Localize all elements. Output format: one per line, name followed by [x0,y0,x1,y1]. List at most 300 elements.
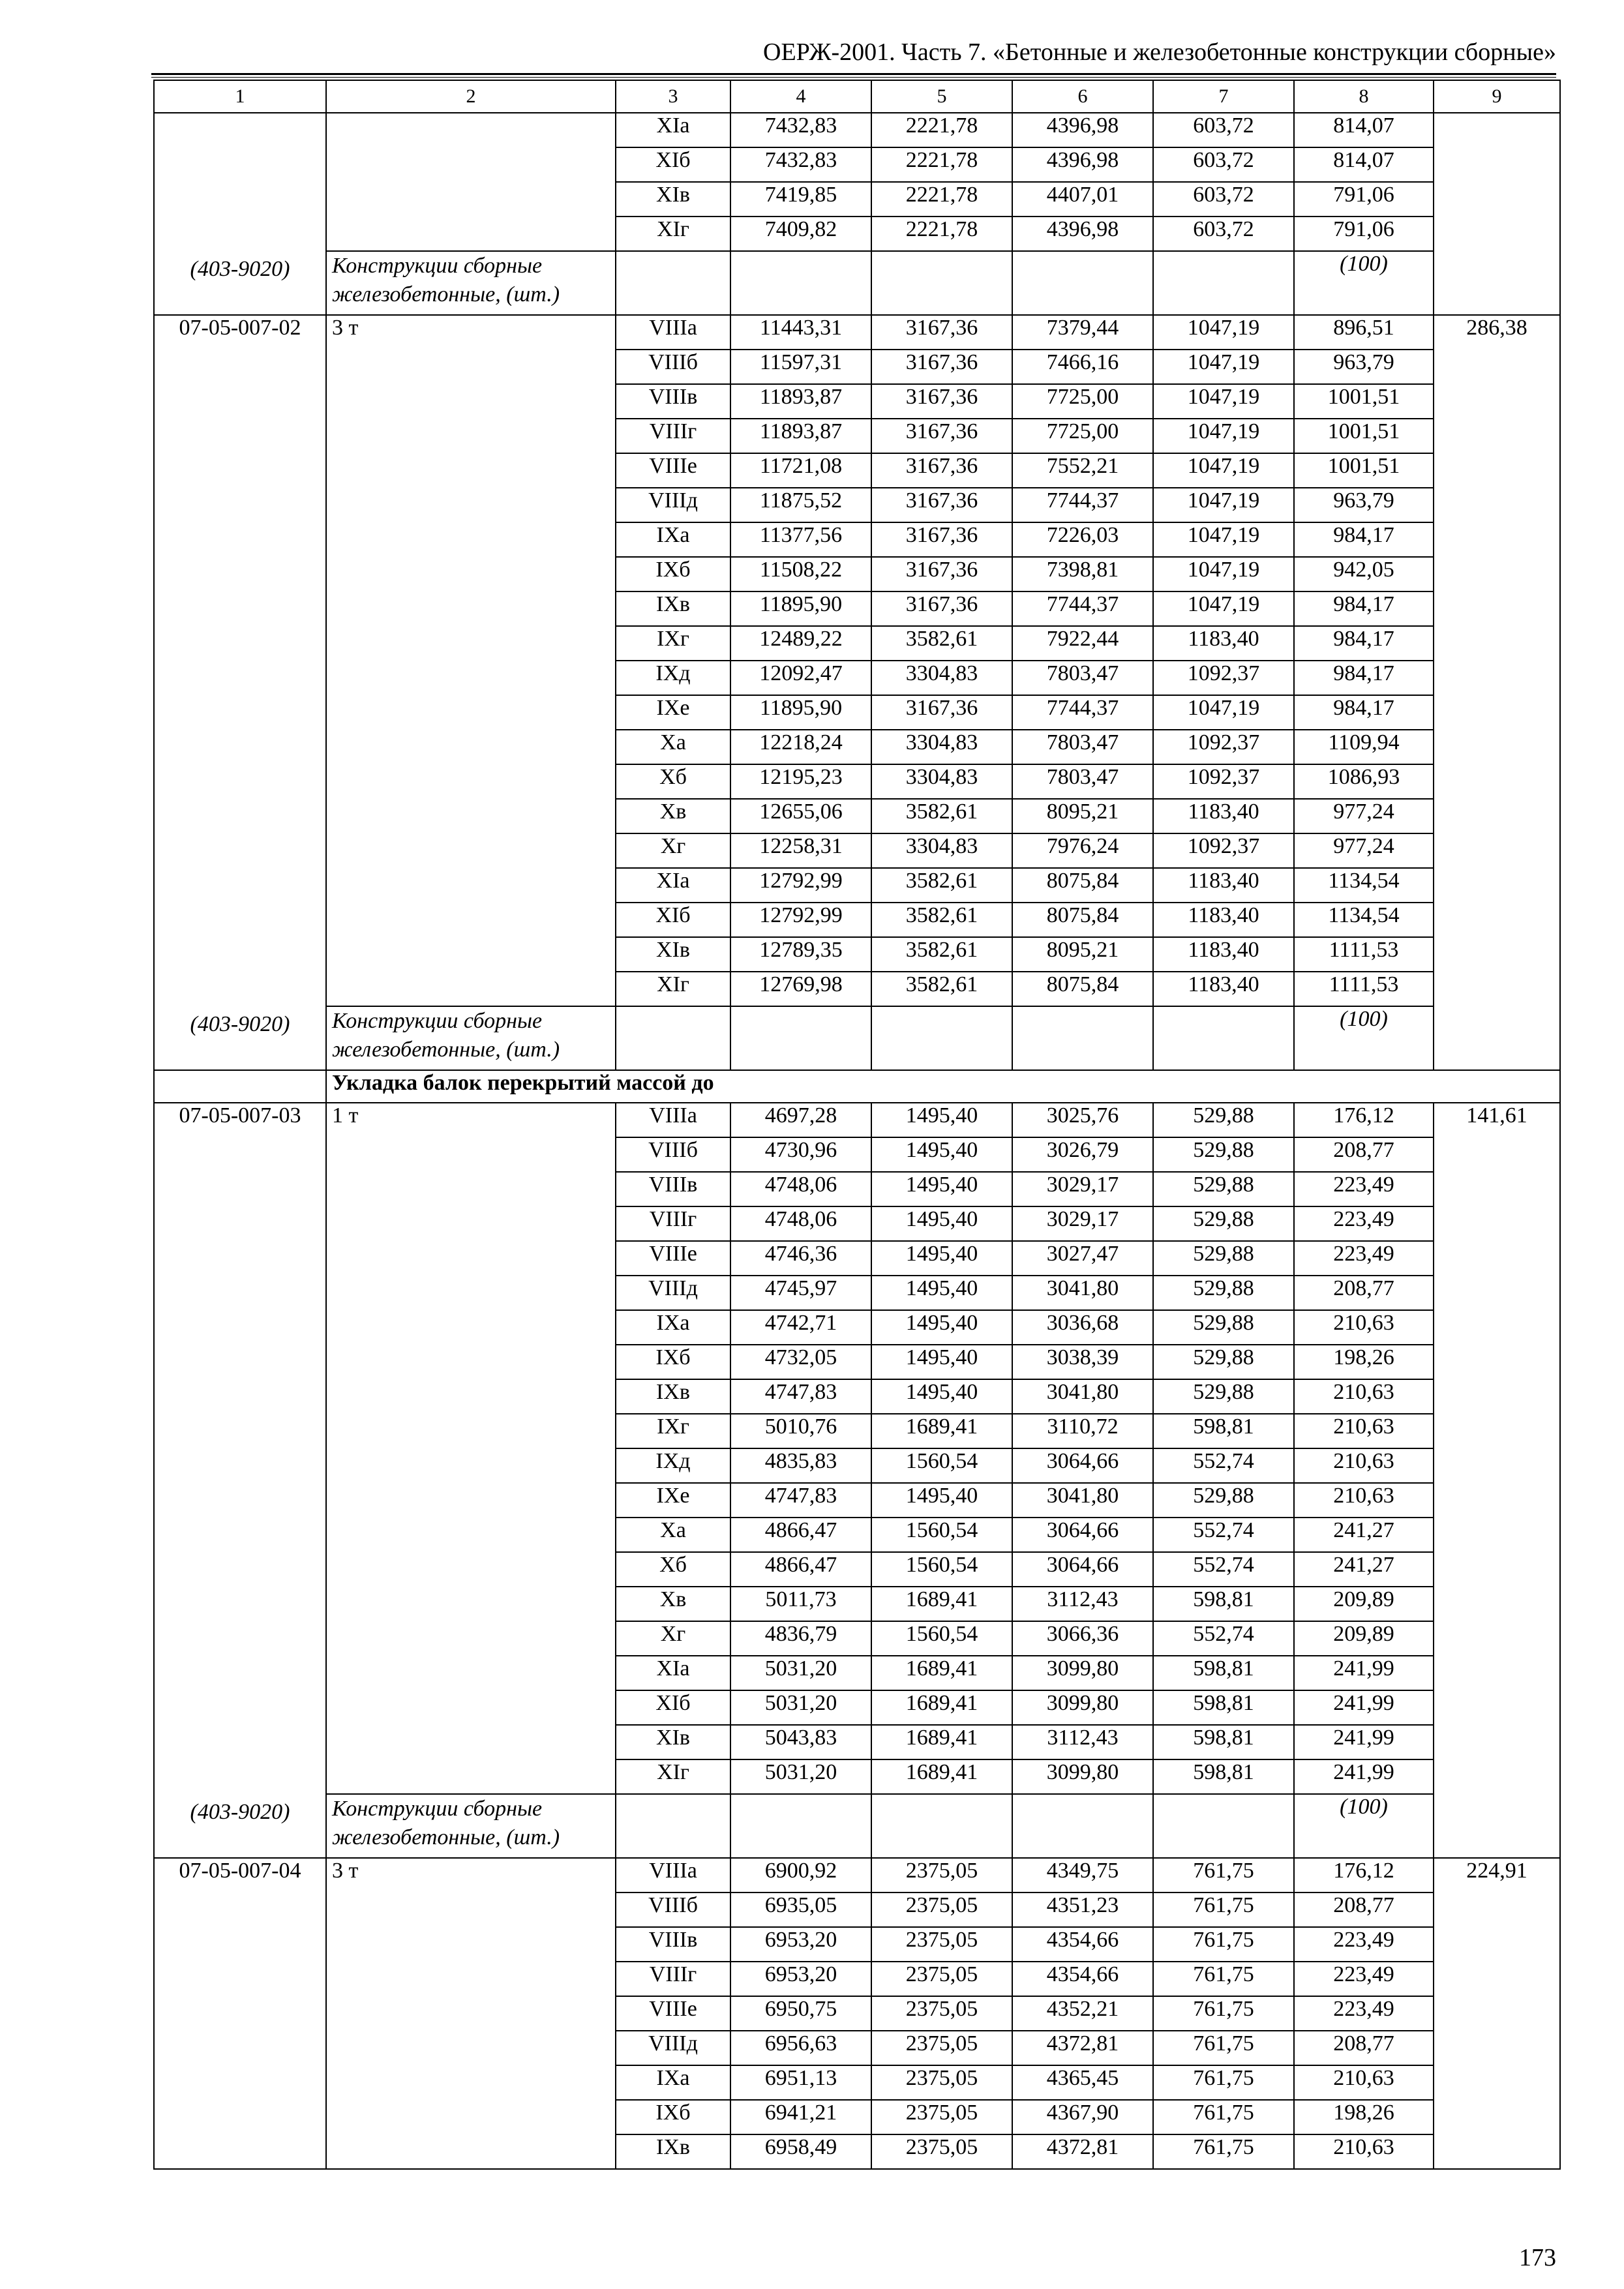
zone-cell: Xa [616,730,730,764]
zone-cell: IXв [616,1379,730,1414]
value-cell: 1047,19 [1153,419,1294,453]
value-cell: 11893,87 [730,419,871,453]
value-cell: 3304,83 [871,833,1012,868]
value-cell: 208,77 [1294,1276,1434,1310]
value-cell: 1495,40 [871,1241,1012,1276]
resource-name [326,1794,616,1858]
column-number: 4 [730,80,871,113]
value-cell: 1134,54 [1294,868,1434,903]
value-cell: 1047,19 [1153,315,1294,350]
zone-cell: VIIIг [616,419,730,453]
value-cell: 7725,00 [1012,419,1153,453]
value-cell: 1047,19 [1153,557,1294,591]
zone-cell: IXб [616,1345,730,1379]
value-cell: 1001,51 [1294,384,1434,419]
value-cell: 598,81 [1153,1759,1294,1794]
value-cell: 12489,22 [730,626,871,661]
resource-name-line1: Конструкции сборные [332,1009,543,1033]
value-cell: 208,77 [1294,1137,1434,1172]
resource-code: (403-9020) [190,1012,290,1036]
value-cell: 241,27 [1294,1518,1434,1552]
value-cell: 977,24 [1294,799,1434,833]
table-row [154,315,1560,350]
value-cell: 8095,21 [1012,937,1153,972]
value-cell: 761,75 [1153,1962,1294,1996]
value-cell: 598,81 [1153,1690,1294,1725]
zone-cell: Xб [616,1552,730,1587]
header-rule-thick [151,73,1556,75]
zone-cell: Xб [616,764,730,799]
zone-cell: XIв [616,1725,730,1759]
value-cell: 4351,23 [1012,1893,1153,1927]
value-cell: 1086,93 [1294,764,1434,799]
zone-cell: XIa [616,868,730,903]
value-cell: 896,51 [1294,315,1434,350]
resource-row [154,1006,1560,1070]
value-cell: 1183,40 [1153,799,1294,833]
value-cell: 2375,05 [871,1962,1012,1996]
value-cell: 2375,05 [871,2100,1012,2134]
value-cell: 4396,98 [1012,217,1153,251]
value-cell: 11895,90 [730,695,871,730]
value-cell: 529,88 [1153,1137,1294,1172]
zone-cell: VIIIг [616,1962,730,1996]
value-cell: 7744,37 [1012,488,1153,522]
value-cell: 529,88 [1153,1310,1294,1345]
value-cell: 1092,37 [1153,730,1294,764]
zone-cell: VIIIб [616,350,730,384]
value-cell: 552,74 [1153,1518,1294,1552]
value-cell: 761,75 [1153,2134,1294,2169]
value-cell: 1495,40 [871,1206,1012,1241]
value-cell: 984,17 [1294,695,1434,730]
value-cell: 761,75 [1153,1858,1294,1893]
value-cell: 4866,47 [730,1552,871,1587]
value-cell: 223,49 [1294,1206,1434,1241]
value-cell: 198,26 [1294,2100,1434,2134]
value-cell: 3066,36 [1012,1621,1153,1656]
value-cell: 4349,75 [1012,1858,1153,1893]
column-number: 9 [1434,80,1560,113]
column-number: 2 [326,80,616,113]
value-cell: 1183,40 [1153,937,1294,972]
zone-cell: Xг [616,833,730,868]
value-cell: 529,88 [1153,1345,1294,1379]
value-cell: 210,63 [1294,1448,1434,1483]
value-cell: 3582,61 [871,903,1012,937]
value-cell: 4730,96 [730,1137,871,1172]
value-cell: 7744,37 [1012,695,1153,730]
value-cell: 552,74 [1153,1448,1294,1483]
zone-cell: IXв [616,591,730,626]
value-cell: 4748,06 [730,1172,871,1206]
value-cell: 529,88 [1153,1103,1294,1137]
value-cell: 4352,21 [1012,1996,1153,2031]
value-cell: 241,99 [1294,1690,1434,1725]
value-cell: 761,75 [1153,1927,1294,1962]
value-cell: 598,81 [1153,1656,1294,1690]
value-cell: 8095,21 [1012,799,1153,833]
value-cell: 241,99 [1294,1725,1434,1759]
empty-cell [871,1006,1012,1070]
zone-cell: IXa [616,522,730,557]
value-cell: 529,88 [1153,1206,1294,1241]
zone-cell: IXв [616,2134,730,2169]
rates-table-body [154,80,1560,2169]
zone-cell: XIa [616,113,730,147]
value-cell: 11443,31 [730,315,871,350]
zone-cell: IXг [616,626,730,661]
value-cell: 529,88 [1153,1241,1294,1276]
value-cell: 11875,52 [730,488,871,522]
value-cell: 7803,47 [1012,730,1153,764]
value-cell: 210,63 [1294,2134,1434,2169]
zone-cell: XIв [616,937,730,972]
value-cell: 1495,40 [871,1172,1012,1206]
value-cell: 241,99 [1294,1656,1434,1690]
value-cell: 4396,98 [1012,113,1153,147]
zone-cell: VIIIб [616,1893,730,1927]
value-cell: 603,72 [1153,113,1294,147]
value-cell: 5031,20 [730,1690,871,1725]
empty-cell [616,1794,730,1858]
value-cell: 4354,66 [1012,1927,1153,1962]
rate-total-col9: 286,38 [1434,315,1560,1070]
page-header-title: ОЕРЖ-2001. Часть 7. «Бетонные и железобетонные конструкции сборные» [763,38,1556,66]
value-cell: 5010,76 [730,1414,871,1448]
value-cell: 4747,83 [730,1379,871,1414]
value-cell: 210,63 [1294,1483,1434,1518]
value-cell: 5031,20 [730,1656,871,1690]
value-cell: 3099,80 [1012,1690,1153,1725]
value-cell: 1047,19 [1153,384,1294,419]
value-cell: 552,74 [1153,1552,1294,1587]
value-cell: 7398,81 [1012,557,1153,591]
zone-cell: IXa [616,1310,730,1345]
value-cell: 4732,05 [730,1345,871,1379]
zone-cell: XIг [616,1759,730,1794]
value-cell: 210,63 [1294,1310,1434,1345]
value-cell: 1183,40 [1153,626,1294,661]
value-cell: 3064,66 [1012,1518,1153,1552]
value-cell: 6900,92 [730,1858,871,1893]
column-number-row [154,80,1560,113]
zone-cell: IXг [616,1414,730,1448]
zone-cell: IXб [616,2100,730,2134]
empty-cell [616,251,730,315]
zone-cell: XIa [616,1656,730,1690]
table-row [154,1858,1560,1893]
value-cell: 1047,19 [1153,591,1294,626]
value-cell: 984,17 [1294,661,1434,695]
zone-cell: XIб [616,903,730,937]
zone-cell: VIIIa [616,1103,730,1137]
zone-cell: Xa [616,1518,730,1552]
value-cell: 963,79 [1294,488,1434,522]
column-number: 1 [154,80,326,113]
value-cell: 2375,05 [871,1996,1012,2031]
value-cell: 223,49 [1294,1172,1434,1206]
empty-cell [1153,1006,1294,1070]
value-cell: 984,17 [1294,591,1434,626]
value-cell: 3304,83 [871,764,1012,799]
value-cell: 3167,36 [871,591,1012,626]
rate-code [154,113,326,315]
value-cell: 12258,31 [730,833,871,868]
zone-cell: VIIIв [616,1172,730,1206]
value-cell: 7419,85 [730,182,871,217]
value-cell: 176,12 [1294,1103,1434,1137]
resource-name-line1: Конструкции сборные [332,254,543,278]
value-cell: 1092,37 [1153,764,1294,799]
value-cell: 2375,05 [871,2031,1012,2065]
value-cell: 598,81 [1153,1414,1294,1448]
value-cell: 4746,36 [730,1241,871,1276]
value-cell: 4367,90 [1012,2100,1153,2134]
empty-cell [871,251,1012,315]
value-cell: 1001,51 [1294,419,1434,453]
value-cell: 4745,97 [730,1276,871,1310]
value-cell: 12195,23 [730,764,871,799]
value-cell: 1183,40 [1153,903,1294,937]
value-cell: 1495,40 [871,1310,1012,1345]
value-cell: 1495,40 [871,1137,1012,1172]
column-number: 3 [616,80,730,113]
value-cell: 603,72 [1153,217,1294,251]
value-cell: 210,63 [1294,2065,1434,2100]
empty-cell [1012,251,1153,315]
value-cell: 4354,66 [1012,1962,1153,1996]
value-cell: 1109,94 [1294,730,1434,764]
value-cell: 3582,61 [871,937,1012,972]
value-cell: 11597,31 [730,350,871,384]
value-cell: 7744,37 [1012,591,1153,626]
value-cell: 4748,06 [730,1206,871,1241]
value-cell: 1183,40 [1153,868,1294,903]
value-cell: 2375,05 [871,2065,1012,2100]
value-cell: 1560,54 [871,1518,1012,1552]
value-cell: 7226,03 [1012,522,1153,557]
value-cell: 1134,54 [1294,903,1434,937]
zone-cell: XIб [616,147,730,182]
value-cell: 7409,82 [730,217,871,251]
value-cell: 603,72 [1153,182,1294,217]
value-cell: 3041,80 [1012,1379,1153,1414]
value-cell: 3167,36 [871,488,1012,522]
value-cell: 209,89 [1294,1621,1434,1656]
value-cell: 3099,80 [1012,1656,1153,1690]
value-cell: 603,72 [1153,147,1294,182]
value-cell: 3064,66 [1012,1448,1153,1483]
value-cell: 3582,61 [871,972,1012,1006]
value-cell: 1560,54 [871,1552,1012,1587]
value-cell: 761,75 [1153,1893,1294,1927]
value-cell: 12655,06 [730,799,871,833]
value-cell: 3167,36 [871,453,1012,488]
value-cell: 241,99 [1294,1759,1434,1794]
value-cell: 6958,49 [730,2134,871,2169]
zone-cell: VIIIв [616,1927,730,1962]
value-cell: 11377,56 [730,522,871,557]
rate-total-col9: 141,61 [1434,1103,1560,1858]
value-cell: 8075,84 [1012,903,1153,937]
value-cell: 1689,41 [871,1759,1012,1794]
value-cell: 3025,76 [1012,1103,1153,1137]
value-cell: 1495,40 [871,1276,1012,1310]
resource-code: (403-9020) [190,1800,290,1824]
value-cell: 198,26 [1294,1345,1434,1379]
zone-cell: IXе [616,1483,730,1518]
value-cell: 814,07 [1294,113,1434,147]
value-cell: 1092,37 [1153,833,1294,868]
value-cell: 984,17 [1294,522,1434,557]
value-cell: 11895,90 [730,591,871,626]
value-cell: 1689,41 [871,1690,1012,1725]
value-cell: 4372,81 [1012,2031,1153,2065]
value-cell: 7466,16 [1012,350,1153,384]
value-cell: 208,77 [1294,2031,1434,2065]
value-cell: 6935,05 [730,1893,871,1927]
value-cell: 2221,78 [871,147,1012,182]
value-cell: 2375,05 [871,1893,1012,1927]
rate-name [326,113,616,251]
value-cell: 552,74 [1153,1621,1294,1656]
value-cell: 1495,40 [871,1483,1012,1518]
value-cell: 2221,78 [871,217,1012,251]
resource-name-line2: железобетонные, (шт.) [332,1825,560,1849]
value-cell: 3064,66 [1012,1552,1153,1587]
value-cell: 5011,73 [730,1587,871,1621]
zone-cell: XIг [616,972,730,1006]
value-cell: 1689,41 [871,1656,1012,1690]
value-cell: 3112,43 [1012,1725,1153,1759]
section-code-cell [154,1070,326,1103]
value-cell: 791,06 [1294,182,1434,217]
value-cell: 3167,36 [871,384,1012,419]
column-number: 5 [871,80,1012,113]
value-cell: 814,07 [1294,147,1434,182]
value-cell: 11721,08 [730,453,871,488]
empty-cell [1153,1794,1294,1858]
value-cell: 4742,71 [730,1310,871,1345]
value-cell: 761,75 [1153,2065,1294,2100]
zone-cell: IXд [616,661,730,695]
table-row [154,113,1560,147]
value-cell: 3304,83 [871,730,1012,764]
value-cell: 7552,21 [1012,453,1153,488]
value-cell: 3112,43 [1012,1587,1153,1621]
zone-cell: VIIIa [616,315,730,350]
value-cell: 1495,40 [871,1345,1012,1379]
zone-cell: VIIIд [616,488,730,522]
value-cell: 2375,05 [871,2134,1012,2169]
value-cell: 1047,19 [1153,453,1294,488]
rate-code: 07-05-007-02 (403-9020) [154,315,326,1070]
rate-name: 3 т [326,315,616,1006]
value-cell: 3027,47 [1012,1241,1153,1276]
value-cell: 3041,80 [1012,1483,1153,1518]
value-cell: 6956,63 [730,2031,871,2065]
value-cell: 1092,37 [1153,661,1294,695]
page-number: 173 [1519,2244,1556,2271]
empty-cell [1012,1006,1153,1070]
section-row [154,1070,1560,1103]
value-cell: 12789,35 [730,937,871,972]
value-cell: 3167,36 [871,557,1012,591]
zone-cell: Xв [616,799,730,833]
zone-cell: IXб [616,557,730,591]
zone-cell: Xв [616,1587,730,1621]
empty-cell [1012,1794,1153,1858]
value-cell: 2375,05 [871,1927,1012,1962]
value-cell: 7432,83 [730,113,871,147]
value-cell: 942,05 [1294,557,1434,591]
zone-cell: VIIIб [616,1137,730,1172]
resource-value: (100) [1294,1794,1434,1858]
value-cell: 12792,99 [730,868,871,903]
value-cell: 3167,36 [871,695,1012,730]
zone-cell: VIIIе [616,1996,730,2031]
value-cell: 4372,81 [1012,2134,1153,2169]
value-cell: 3026,79 [1012,1137,1153,1172]
value-cell: 241,27 [1294,1552,1434,1587]
value-cell: 529,88 [1153,1276,1294,1310]
value-cell: 2375,05 [871,1858,1012,1893]
zone-cell: Xг [616,1621,730,1656]
rate-total-col9: 224,91 [1434,1858,1560,2169]
resource-row [154,1794,1560,1858]
value-cell: 2221,78 [871,182,1012,217]
value-cell: 4396,98 [1012,147,1153,182]
resource-code: (403-9020) [190,257,290,281]
zone-cell: XIб [616,1690,730,1725]
value-cell: 1047,19 [1153,350,1294,384]
zone-cell: VIIIг [616,1206,730,1241]
value-cell: 3167,36 [871,350,1012,384]
value-cell: 6951,13 [730,2065,871,2100]
value-cell: 4697,28 [730,1103,871,1137]
column-number: 6 [1012,80,1153,113]
value-cell: 223,49 [1294,1927,1434,1962]
value-cell: 3167,36 [871,522,1012,557]
resource-name [326,251,616,315]
value-cell: 6953,20 [730,1962,871,1996]
value-cell: 1183,40 [1153,972,1294,1006]
value-cell: 1047,19 [1153,488,1294,522]
column-number: 7 [1153,80,1294,113]
value-cell: 3038,39 [1012,1345,1153,1379]
value-cell: 1111,53 [1294,972,1434,1006]
value-cell: 791,06 [1294,217,1434,251]
value-cell: 3110,72 [1012,1414,1153,1448]
header-rule-thin [151,77,1556,78]
empty-cell [730,1006,871,1070]
empty-cell [730,251,871,315]
section-title: Укладка балок перекрытий массой до [326,1070,1560,1103]
value-cell: 210,63 [1294,1414,1434,1448]
zone-cell: VIIIд [616,1276,730,1310]
resource-value: (100) [1294,1006,1434,1070]
rate-name: 1 т [326,1103,616,1794]
value-cell: 7922,44 [1012,626,1153,661]
value-cell: 3029,17 [1012,1172,1153,1206]
value-cell: 3582,61 [871,626,1012,661]
value-cell: 6950,75 [730,1996,871,2031]
value-cell: 8075,84 [1012,972,1153,1006]
zone-cell: IXa [616,2065,730,2100]
zone-cell: VIIIв [616,384,730,419]
value-cell: 761,75 [1153,2100,1294,2134]
